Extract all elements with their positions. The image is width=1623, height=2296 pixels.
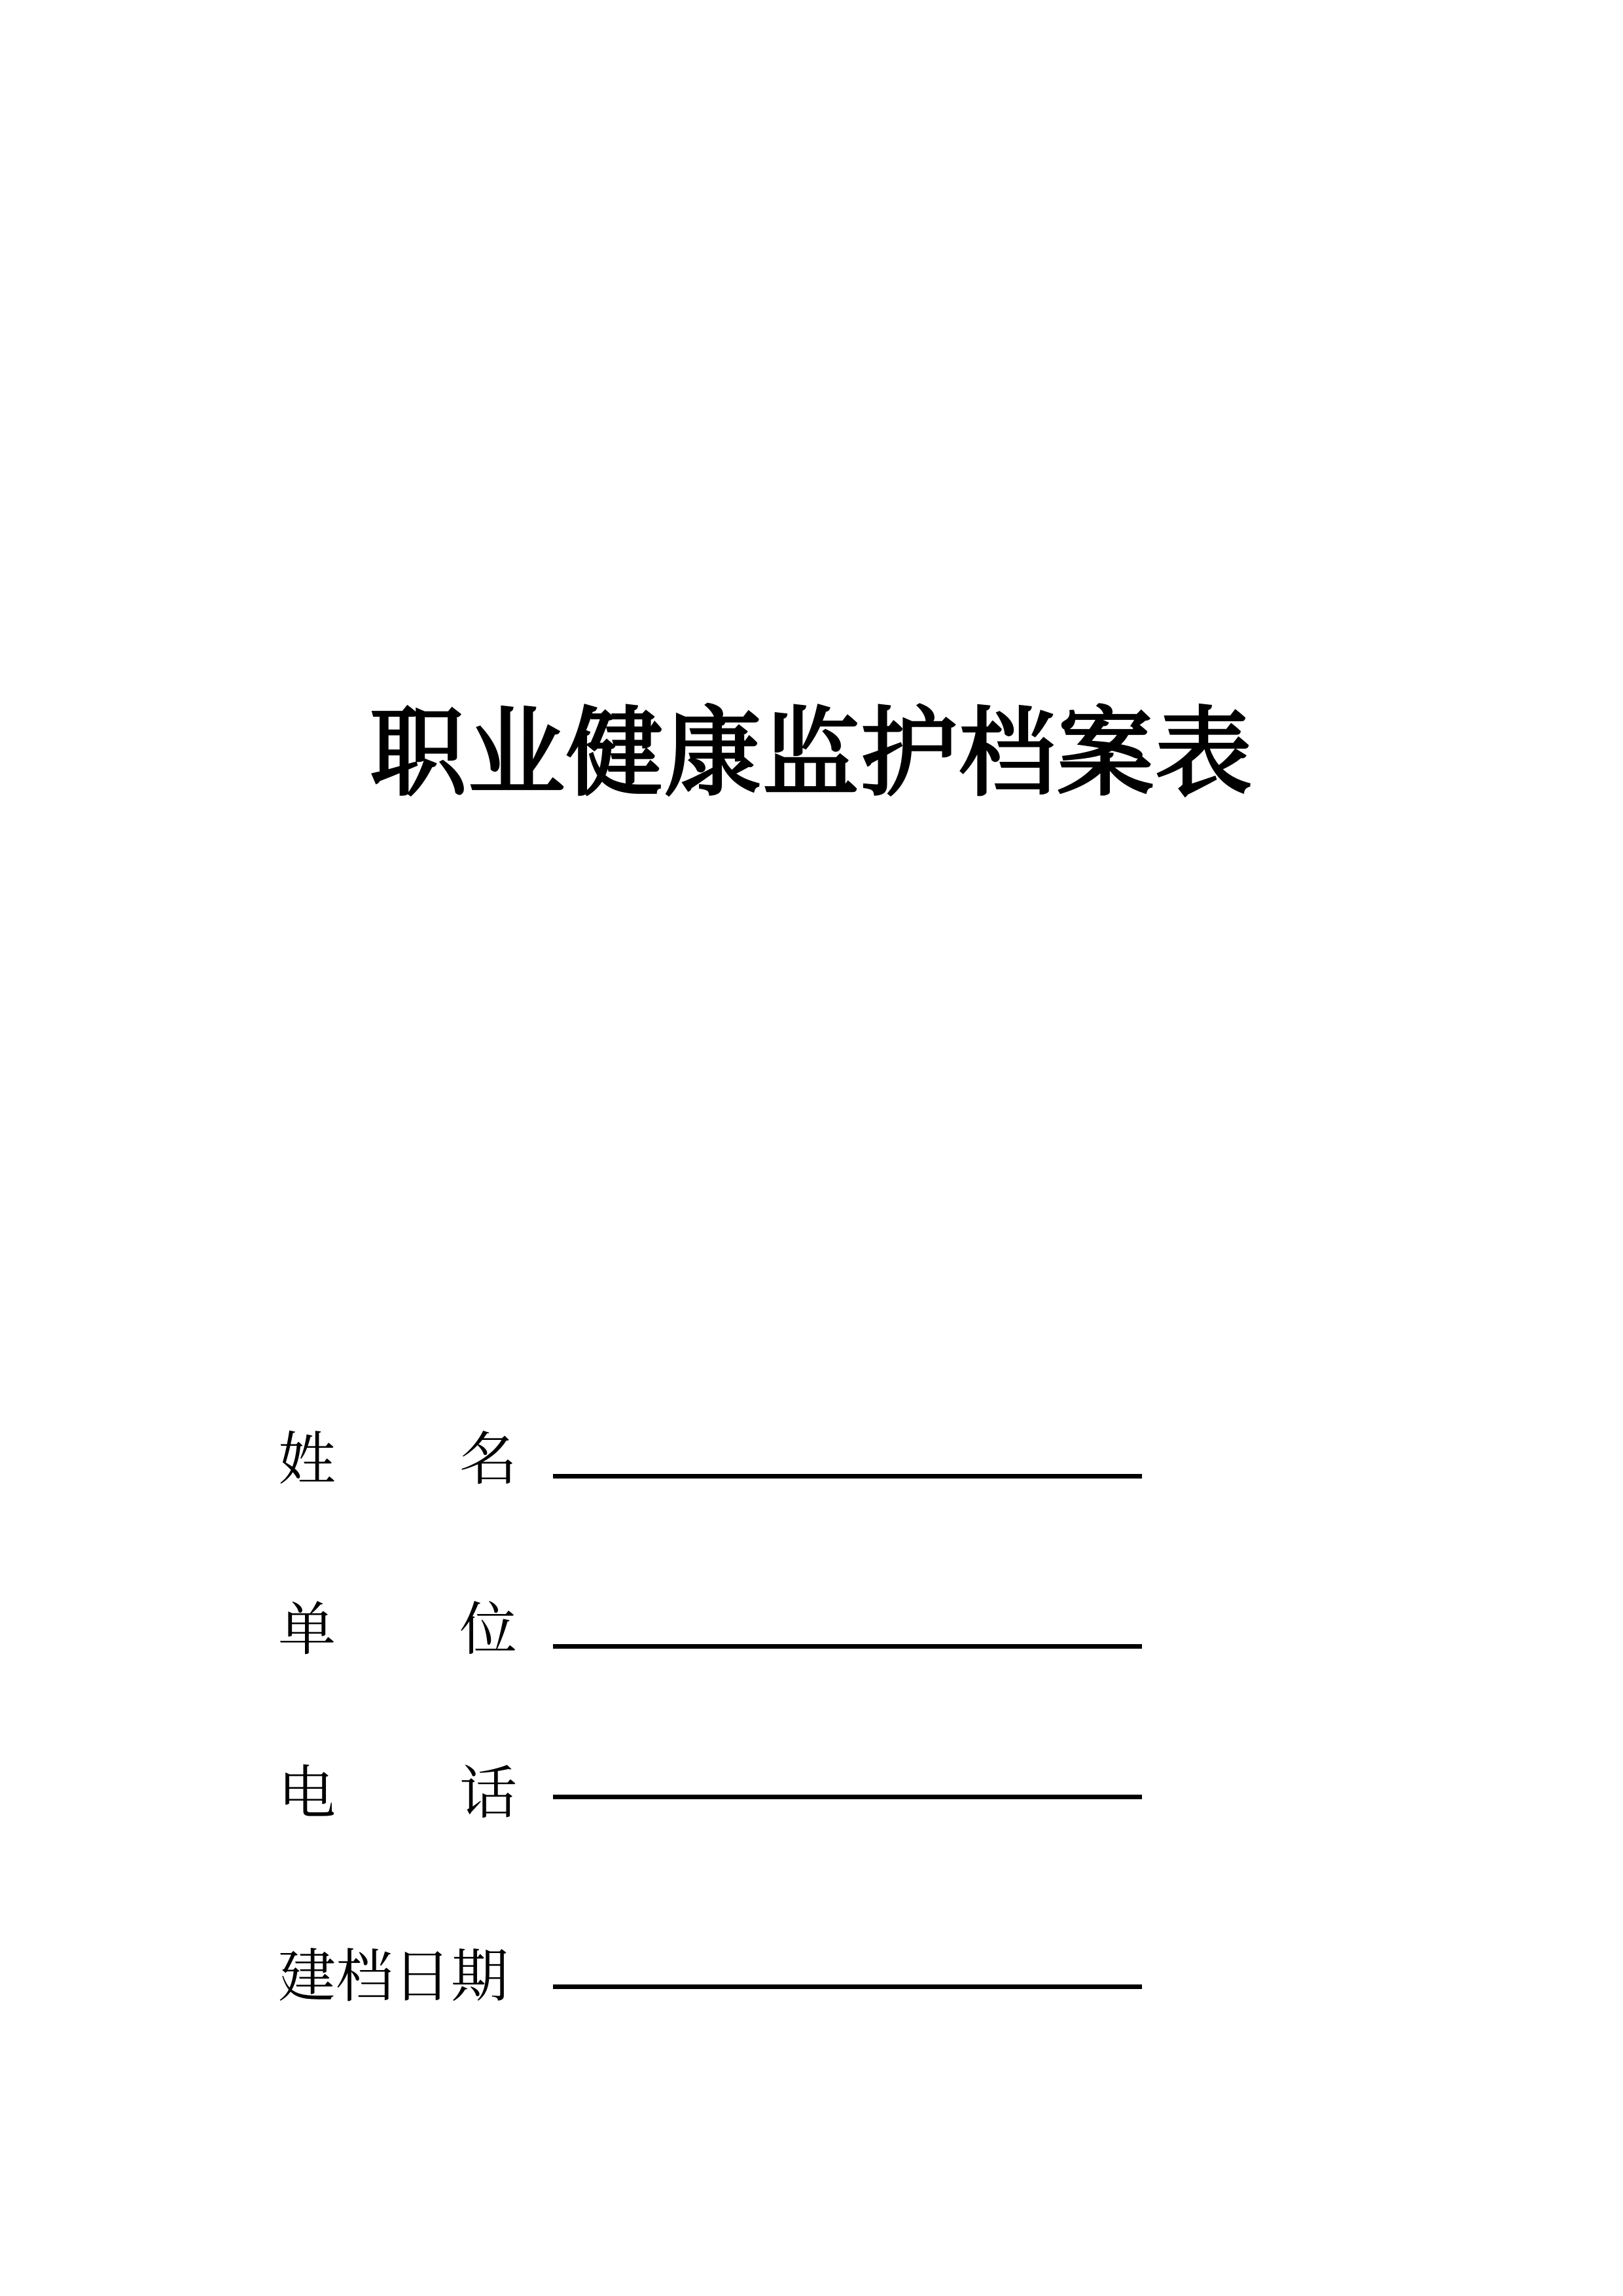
date-field-blank-line[interactable] bbox=[553, 1984, 1142, 1989]
name-label-char-1: 姓 bbox=[278, 1426, 336, 1493]
document-title: 职业健康监护档案表 bbox=[370, 696, 1253, 810]
date-field-label: 建档日期 bbox=[278, 1943, 509, 2010]
unit-field-label bbox=[278, 1590, 517, 1669]
unit-label-char-2: 位 bbox=[459, 1596, 517, 1663]
phone-field-label bbox=[278, 1754, 517, 1833]
date-field-row bbox=[278, 1937, 1142, 2016]
phone-field-blank-line[interactable] bbox=[553, 1795, 1142, 1799]
unit-label-char-1: 单 bbox=[278, 1596, 336, 1663]
name-field-blank-line[interactable] bbox=[553, 1474, 1142, 1479]
name-field-label bbox=[278, 1420, 517, 1499]
phone-label-char-1: 电 bbox=[278, 1759, 336, 1827]
phone-label-char-2: 话 bbox=[459, 1759, 517, 1827]
unit-field-row bbox=[278, 1590, 1142, 1669]
name-field-row bbox=[278, 1420, 1142, 1499]
name-label-char-2: 名 bbox=[459, 1426, 517, 1493]
unit-field-blank-line[interactable] bbox=[553, 1644, 1142, 1649]
phone-field-row bbox=[278, 1754, 1142, 1833]
